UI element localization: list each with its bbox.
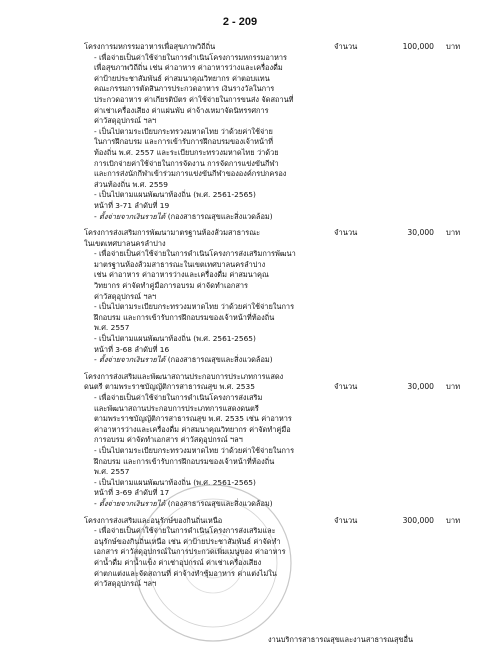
item-line: ท้องถิ่น พ.ศ. 2557 และระเบียบกระทรวงมหาดไทย ว่าด้วย xyxy=(94,147,279,157)
item-title: โครงการมหกรรมอาหารเพื่อสุขภาพวิถีถิ่น xyxy=(84,42,216,51)
item-line: ค่าน้ำดื่ม ค่าน้ำแข็ง ค่าเช่าอุปกรณ์ ค่าเช่าเครื่องเสียง xyxy=(94,557,262,567)
item-line: มาตรฐานห้องส้วมสาธารณะในเขตเทศบาลนครลำปาง xyxy=(94,259,266,269)
amount-value: 100,000 xyxy=(402,42,434,51)
funding-source-label: - ตั้งจ่ายจากเงินรายได้ xyxy=(94,211,166,221)
amount-value: 300,000 xyxy=(402,515,434,525)
item-line: ค่าป้ายประชาสัมพันธ์ ค่าสมนาคุณวิทยากร ค่าตอบแทน xyxy=(94,73,270,83)
item-line: - เป็นไปตามแผนพัฒนาท้องถิ่น (พ.ศ. 2561-2565) xyxy=(94,334,256,344)
amount-value: 30,000 xyxy=(407,382,434,392)
amount-unit: บาท xyxy=(446,228,461,238)
item-title-continued: ดนตรี ตามพระราชบัญญัติการสาธารณสุข พ.ศ. 2535 xyxy=(84,382,255,392)
amount-unit: บาท xyxy=(446,515,461,525)
funding-department: (กองสาธารณสุขและสิ่งแวดล้อม) xyxy=(165,211,273,221)
item-line: - เพื่อจ่ายเป็นค่าใช้จ่ายในการดำเนินโครงการส่งเสริมและ xyxy=(94,526,276,536)
amount-value: 30,000 xyxy=(407,228,434,238)
amount-unit: บาท xyxy=(446,42,461,51)
funding-department: (กองสาธารณสุขและสิ่งแวดล้อม) xyxy=(165,498,273,508)
item-line: หน้าที่ 3-68 ลำดับที่ 16 xyxy=(94,344,170,354)
item-line: ค่าตกแต่งและจัดสถานที่ ค่าจ้างทำซุ้มอาหาร ค่าแต่งไม่ใน xyxy=(94,568,277,578)
item-line: ค่าเช่าเครื่องเสียง ค่าแผ่นพับ ค่าจ้างเหมาจัดนิทรรศการ xyxy=(94,105,269,115)
item-line: การเบิกจ่ายค่าใช้จ่ายในการจัดงาน การจัดการแข่งขันกีฬา xyxy=(94,158,279,168)
item-title: โครงการส่งเสริมและพัฒนาสถานประกอบการประเภทการแสดง xyxy=(84,371,284,381)
budget-item xyxy=(84,42,464,222)
item-line: อนุรักษ์ของกินถิ่นเหนือ เช่น ค่าป้ายประชาสัมพันธ์ ค่าจัดทำ xyxy=(94,536,281,546)
item-line: การอบรม ค่าจัดทำเอกสาร ค่าวัสดุอุปกรณ์ ฯลฯ xyxy=(94,435,243,445)
item-title: โครงการส่งเสริมและอนุรักษ์ของกินถิ่นเหนือ xyxy=(84,515,223,525)
item-line: เพื่อสุขภาพวิถีถิ่น เช่น ค่าอาหาร ค่าอาหารว่างและเครื่องดื่ม xyxy=(94,63,283,73)
item-line: - เพื่อจ่ายเป็นค่าใช้จ่ายในการดำเนินโครงการส่งเสริม xyxy=(94,393,263,402)
item-line: - เป็นไปตามแผนพัฒนาท้องถิ่น (พ.ศ. 2561-2565) xyxy=(94,477,256,487)
item-line: ส่วนท้องถิ่น พ.ศ. 2559 xyxy=(94,179,168,189)
item-title-continued: ในเขตเทศบาลนครลำปาง xyxy=(84,238,166,248)
item-line: ในการฝึกอบรม และการเข้ารับการฝึกอบรมของเจ้าหน้าที่ xyxy=(94,137,274,147)
item-line: ฝึกอบรม และการเข้ารับการฝึกอบรมของเจ้าหน้าที่ท้องถิ่น xyxy=(94,312,275,322)
item-title: โครงการส่งเสริมการพัฒนามาตรฐานห้องส้วมสาธารณะ xyxy=(84,228,261,238)
amount-label: จำนวน xyxy=(334,515,358,525)
page-number: 2 - 209 xyxy=(222,16,258,28)
item-line: วิทยากร ค่าจัดทำคู่มือการอบรม ค่าจัดทำเอกสาร xyxy=(94,281,249,291)
item-line: - เป็นไปตามระเบียบกระทรวงมหาดไทย ว่าด้วยค่าใช้จ่าย xyxy=(94,126,273,136)
funding-source-label: - ตั้งจ่ายจากเงินรายได้ xyxy=(94,355,166,365)
footer-section-label: งานบริการสาธารณสุขและงานสาธารณสุขอื่น xyxy=(268,635,414,644)
item-line: คณะกรรมการตัดสินการประกวดอาหาร เงินรางวัลในการ xyxy=(94,84,275,94)
item-line: ตามพระราชบัญญัติการสาธารณสุข พ.ศ. 2535 เช่น ค่าอาหาร xyxy=(94,414,292,424)
budget-item xyxy=(84,228,464,366)
item-line: - เป็นไปตามระเบียบกระทรวงมหาดไทย ว่าด้วยค่าใช้จ่ายในการ xyxy=(94,445,295,455)
item-line: ค่าวัสดุอุปกรณ์ ฯลฯ xyxy=(94,291,157,301)
funding-source xyxy=(84,212,322,223)
item-line: เอกสาร ค่าวัสดุอุปกรณ์ในการประกวดเพิ่มเมนูของ ค่าอาหาร xyxy=(94,547,286,557)
item-line: และพัฒนาสถานประกอบการประเภทการแสดงดนตรี xyxy=(94,403,259,413)
item-line: - เพื่อจ่ายเป็นค่าใช้จ่ายในการดำเนินโครงการส่งเสริมการพัฒนา xyxy=(94,249,296,259)
item-line: และการส่งนักกีฬาเข้าร่วมการแข่งขันกีฬาขององค์กรปกครอง xyxy=(94,169,287,179)
amount-label: จำนวน xyxy=(334,42,358,51)
item-line: ค่าอาหารว่างและเครื่องดื่ม ค่าสมนาคุณวิทยากร ค่าจัดทำคู่มือ xyxy=(94,424,291,434)
amount-label: จำนวน xyxy=(334,382,358,392)
funding-department: (กองสาธารณสุขและสิ่งแวดล้อม) xyxy=(165,355,273,365)
item-line: เช่น ค่าอาหาร ค่าอาหารว่างและเครื่องดื่ม ค่าสมนาคุณ xyxy=(94,270,269,280)
official-seal-stamp xyxy=(128,478,298,648)
item-line: ค่าวัสดุอุปกรณ์ ฯลฯ xyxy=(94,579,157,589)
funding-source xyxy=(84,355,322,366)
item-line: หน้าที่ 3-69 ลำดับที่ 17 xyxy=(94,488,170,498)
item-line: ฝึกอบรม และการเข้ารับการฝึกอบรมของเจ้าหน้าที่ท้องถิ่น xyxy=(94,456,275,466)
item-line: ประกวดอาหาร ค่าเกียรติบัตร ค่าใช้จ่ายในการขนส่ง จัดสถานที่ xyxy=(94,94,294,104)
item-line: พ.ศ. 2557 xyxy=(94,467,130,477)
amount-label: จำนวน xyxy=(334,228,358,238)
item-line: หน้าที่ 3-71 ลำดับที่ 19 xyxy=(94,200,170,210)
item-line: พ.ศ. 2557 xyxy=(94,323,130,333)
funding-source-label: - ตั้งจ่ายจากเงินรายได้ xyxy=(94,498,166,508)
item-line: - เป็นไปตามระเบียบกระทรวงมหาดไทย ว่าด้วยค่าใช้จ่ายในการ xyxy=(94,302,295,312)
item-line: ค่าวัสดุอุปกรณ์ ฯลฯ xyxy=(94,116,157,126)
item-line: - เป็นไปตามแผนพัฒนาท้องถิ่น (พ.ศ. 2561-2565) xyxy=(94,190,256,200)
item-line: - เพื่อจ่ายเป็นค่าใช้จ่ายในการดำเนินโครงการมหกรรมอาหาร xyxy=(94,52,287,62)
amount-unit: บาท xyxy=(446,382,461,392)
